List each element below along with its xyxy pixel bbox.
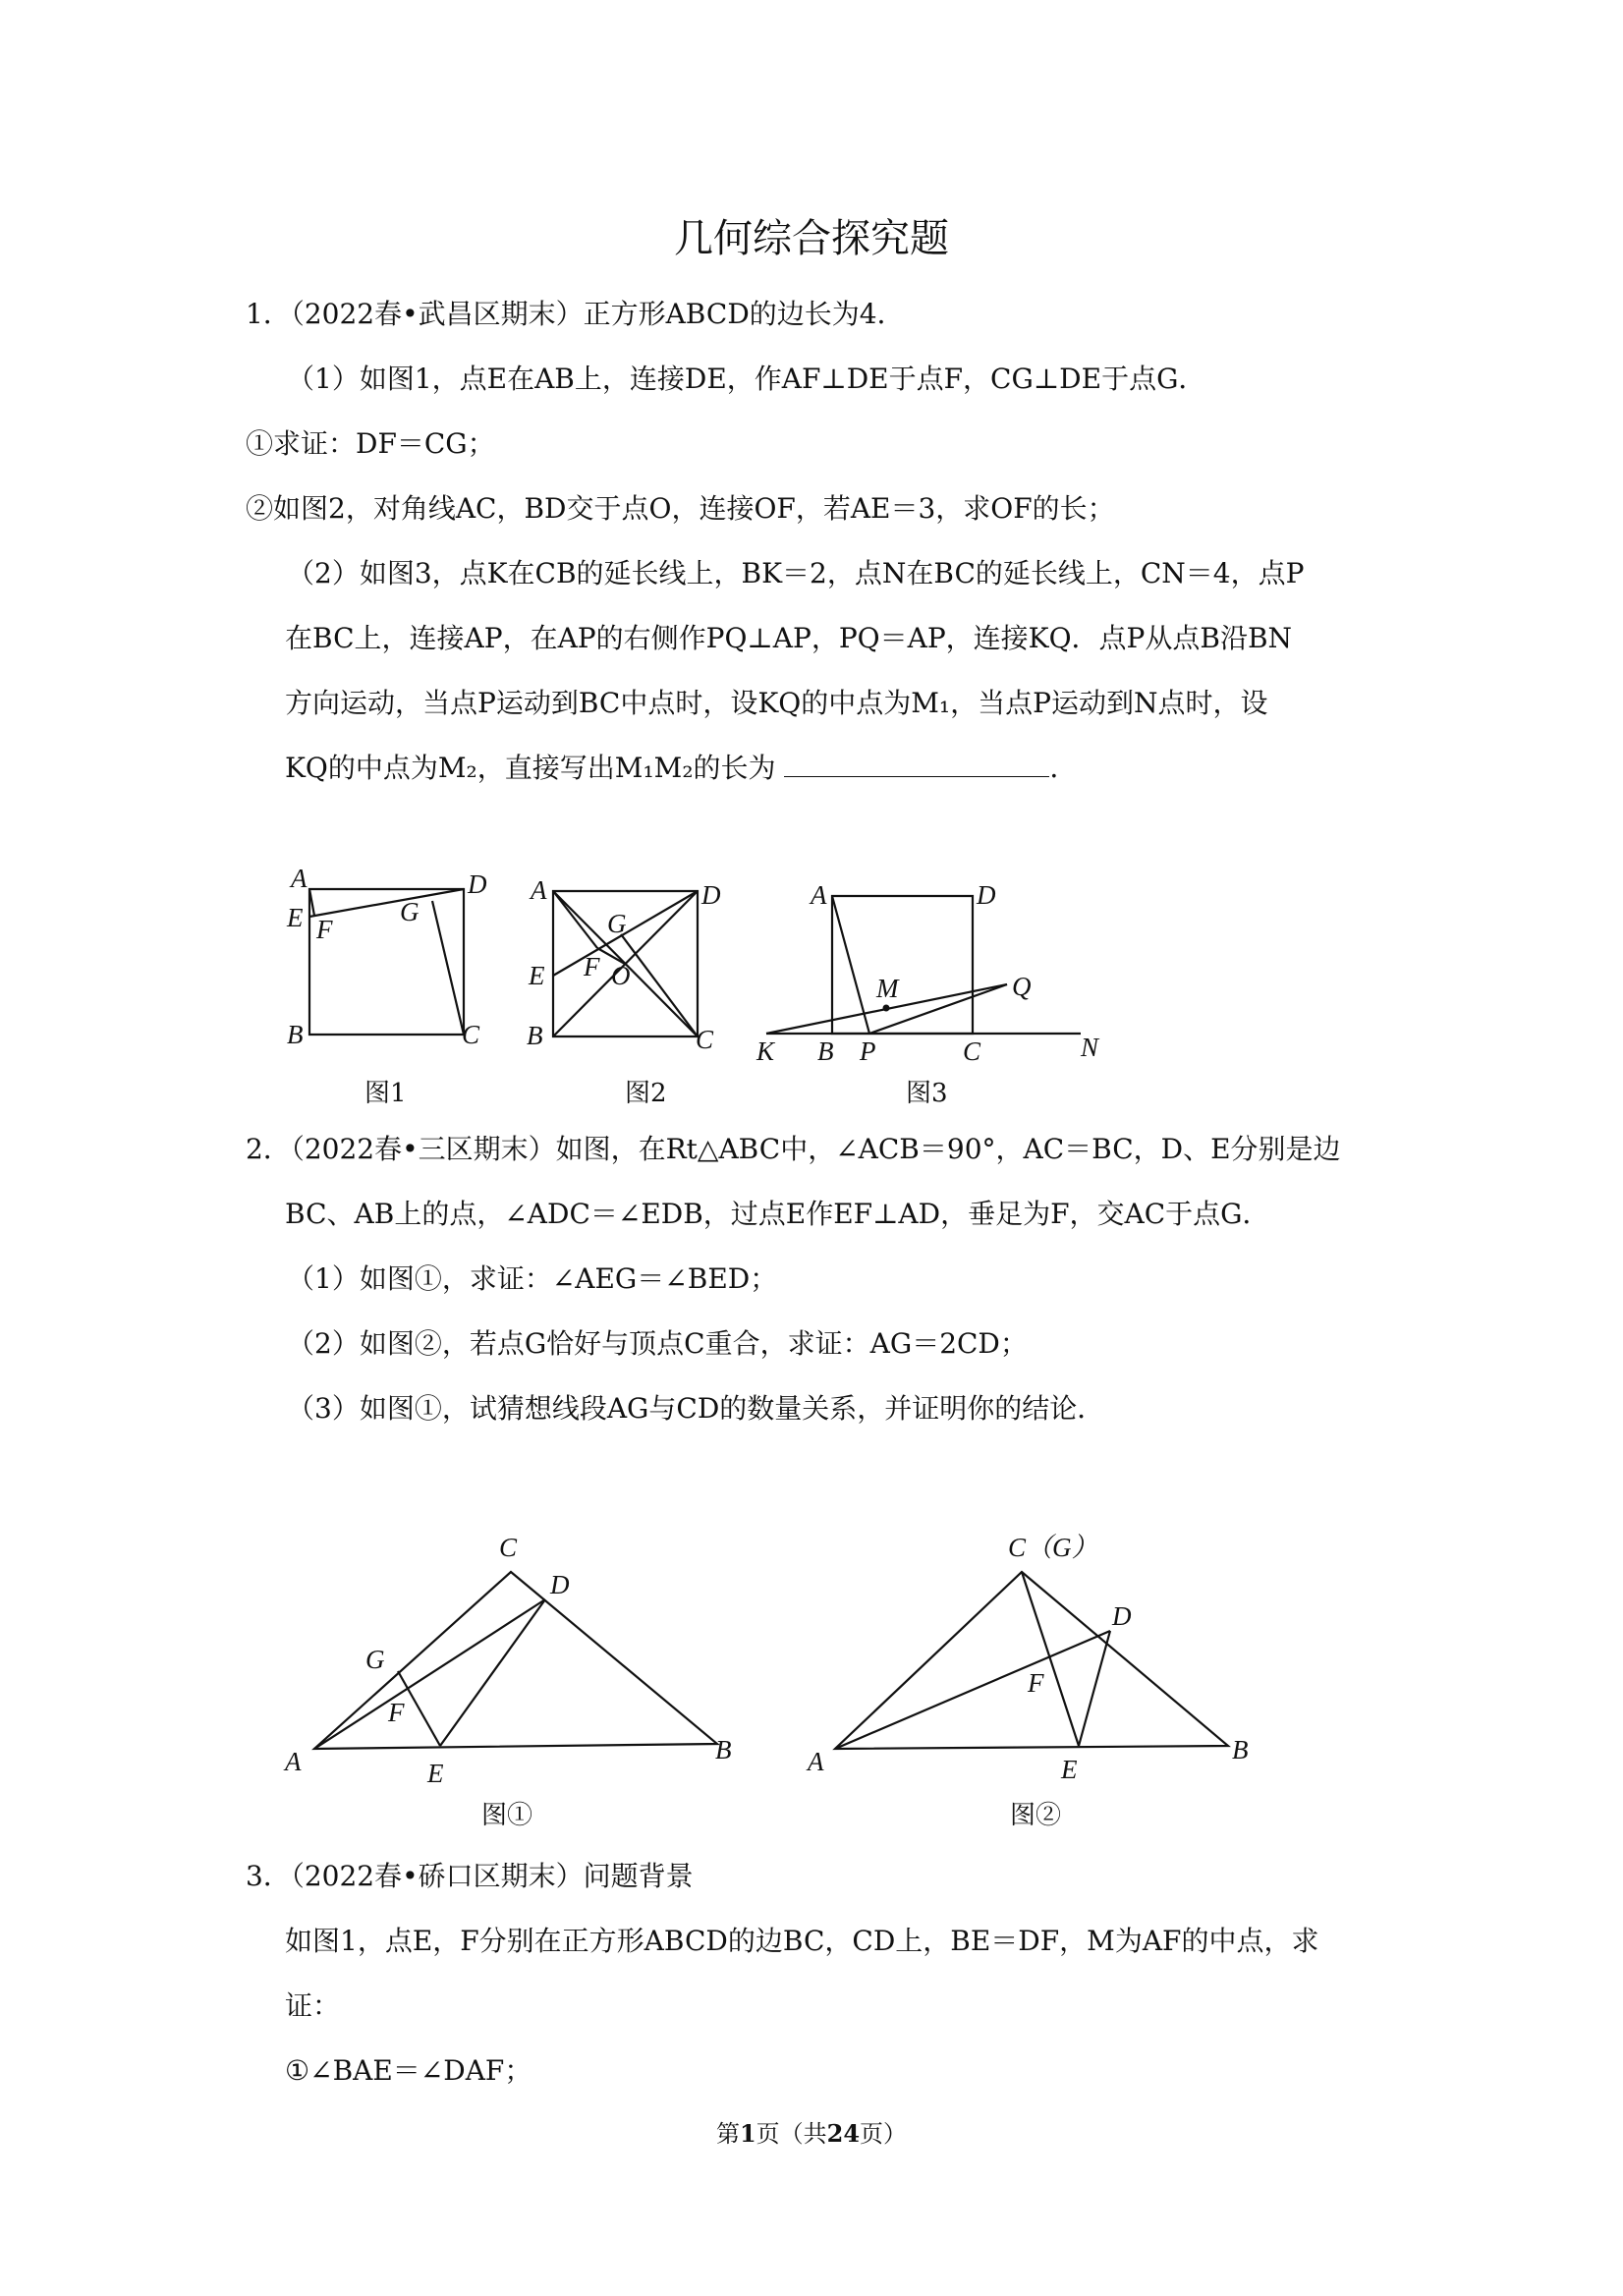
fig2-label-o: O <box>611 961 631 990</box>
fig2-label-b: B <box>527 1021 543 1050</box>
problem-1-part-2-line-4-text: KQ的中点为M₂，直接写出M₁M₂的长为 <box>285 752 776 784</box>
fig2-caption: 图2 <box>625 1079 667 1108</box>
problem-1-part-1: （1）如图1，点E在AB上，连接DE，作AF⊥DE于点F，CG⊥DE于点G． <box>287 363 1206 395</box>
fig2-label-d: D <box>701 880 721 910</box>
page-title: 几何综合探究题 <box>674 216 949 261</box>
problem-1-end-mark: ． <box>1049 752 1078 784</box>
fig2a-label-c: C <box>499 1533 518 1562</box>
fig2a-caption: 图① <box>481 1801 533 1830</box>
page-footer <box>0 2114 1623 2149</box>
fig2a-label-f: F <box>388 1698 405 1727</box>
fig3-point-m <box>883 1005 890 1012</box>
fig1-label-g: G <box>400 897 420 926</box>
fig1-label-d: D <box>468 869 487 899</box>
fig1-caption: 图1 <box>364 1079 407 1108</box>
fig3-label-b: B <box>817 1036 834 1066</box>
fig2b-label-a: A <box>808 1747 824 1776</box>
fig2a-label-b: B <box>715 1735 732 1764</box>
footer-suffix: 页） <box>860 2120 908 2148</box>
figure-2a <box>275 1513 756 1837</box>
problem-1-stem: 1．（2022春•武昌区期末）正方形ABCD的边长为4． <box>246 298 905 330</box>
figure-2 <box>521 869 737 1125</box>
fig2-label-f: F <box>584 952 600 981</box>
fig3-label-q: Q <box>1012 972 1032 1001</box>
fig2-label-c: C <box>696 1025 714 1054</box>
fig3-label-m: M <box>876 974 899 1003</box>
problem-1-part-2-line-3: 方向运动，当点P运动到BC中点时，设KQ的中点为M₁，当点P运动到N点时，设 <box>285 687 1268 719</box>
fig2-label-a: A <box>531 875 547 905</box>
problem-2-question-1: （1）如图①，求证：∠AEG＝∠BED； <box>287 1262 778 1295</box>
problem-1-question-2: ②如图2，对角线AC，BD交于点O，连接OF，若AE＝3，求OF的长； <box>246 492 1115 525</box>
fig2-label-e: E <box>529 961 545 990</box>
fig3-label-a: A <box>811 880 827 910</box>
fig2b-label-d: D <box>1112 1601 1132 1631</box>
fig3-caption: 图3 <box>906 1079 948 1108</box>
fig2a-label-e: E <box>427 1759 444 1788</box>
fig2-label-g: G <box>607 909 627 938</box>
answer-blank <box>784 749 1049 777</box>
figure-3 <box>747 869 1120 1125</box>
problem-1-part-2-line-4 <box>285 749 1077 788</box>
problem-3-line-2: 证： <box>285 1989 341 2022</box>
fig2a-label-g: G <box>365 1645 385 1674</box>
figure-1 <box>275 860 501 1115</box>
fig2b-label-f: F <box>1028 1668 1044 1698</box>
fig1-label-c: C <box>462 1020 480 1049</box>
footer-prefix: 第 <box>715 2120 740 2148</box>
fig2a-label-d: D <box>550 1570 570 1599</box>
problem-1-part-2-line-2: 在BC上，连接AP，在AP的右侧作PQ⊥AP，PQ＝AP，连接KQ．点P从点B沿BN <box>285 622 1293 654</box>
footer-total-pages: 24 <box>826 2119 861 2148</box>
figure-2b <box>796 1513 1277 1837</box>
fig2b-label-e: E <box>1061 1755 1078 1784</box>
fig3-label-p: P <box>860 1036 876 1066</box>
problem-1-question-1: ①求证：DF＝CG； <box>246 427 495 460</box>
fig3-label-n: N <box>1081 1033 1099 1062</box>
problem-3-question-1: ①∠BAE＝∠DAF； <box>285 2054 532 2087</box>
fig2b-label-cg: C（G） <box>1008 1533 1098 1562</box>
fig2a-label-a: A <box>285 1747 302 1776</box>
fig1-label-e: E <box>287 903 304 932</box>
problem-1-part-2-line-1: （2）如图3，点K在CB的延长线上，BK＝2，点N在BC的延长线上，CN＝4，点P <box>287 557 1305 589</box>
footer-middle: 页（共 <box>756 2120 827 2148</box>
problem-3-stem: 3．（2022春•硚口区期末）问题背景 <box>246 1860 694 1892</box>
fig2b-label-b: B <box>1232 1735 1249 1764</box>
fig3-label-c: C <box>963 1036 981 1066</box>
footer-page-number: 1 <box>739 2119 756 2148</box>
fig1-label-a: A <box>291 864 308 893</box>
problem-2-stem-line-2: BC、AB上的点，∠ADC＝∠EDB，过点E作EF⊥AD，垂足为F，交AC于点G． <box>285 1198 1270 1230</box>
fig3-label-d: D <box>977 880 996 910</box>
fig2b-caption: 图② <box>1010 1801 1062 1830</box>
fig1-label-f: F <box>316 915 333 944</box>
problem-2-question-3: （3）如图①，试猜想线段AG与CD的数量关系，并证明你的结论． <box>287 1392 1105 1425</box>
fig3-label-k: K <box>756 1036 775 1066</box>
fig1-label-b: B <box>287 1020 304 1049</box>
problem-3-line-1: 如图1，点E，F分别在正方形ABCD的边BC，CD上，BE＝DF，M为AF的中点，求 <box>285 1925 1319 1957</box>
problem-2-stem-line-1: 2．（2022春•三区期末）如图，在Rt△ABC中，∠ACB＝90°，AC＝BC，D、E分别是边 <box>246 1133 1341 1165</box>
problem-2-question-2: （2）如图②，若点G恰好与顶点C重合，求证：AG＝2CD； <box>287 1327 1028 1360</box>
